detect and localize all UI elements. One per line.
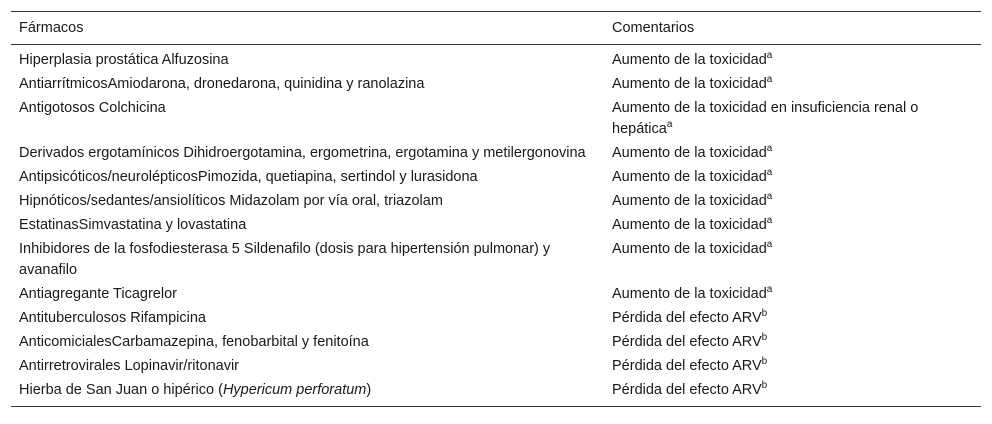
table-row — [11, 330, 981, 354]
comment-text: Aumento de la toxicidad en insuficiencia renal o hepática — [612, 100, 919, 137]
comment-text: Pérdida del efecto ARV — [612, 334, 762, 350]
comment-cell — [604, 213, 981, 237]
comment-text: Pérdida del efecto ARV — [612, 358, 762, 374]
comment-text: Aumento de la toxicidad — [612, 145, 767, 161]
comment-text: Aumento de la toxicidad — [612, 193, 767, 209]
drug-cell: Antigotosos Colchicina — [19, 100, 166, 116]
comment-cell — [604, 282, 981, 306]
footnote-marker: a — [666, 119, 673, 130]
drug-cell: AnticomicialesCarbamazepina, fenobarbital y fenitoína — [19, 334, 369, 350]
comment-cell — [604, 165, 981, 189]
comment-cell — [604, 330, 981, 354]
table-row — [11, 306, 981, 330]
footnote-marker: a — [766, 215, 773, 226]
comment-cell — [604, 96, 981, 141]
column-header-comentarios: Comentarios — [612, 20, 695, 36]
footnote-marker: a — [766, 191, 773, 202]
table-header-row — [11, 12, 981, 45]
footnote-marker: a — [766, 74, 773, 85]
comment-cell — [604, 141, 981, 165]
comment-text: Aumento de la toxicidad — [612, 52, 767, 68]
drug-cell: Antirretrovirales Lopinavir/ritonavir — [19, 358, 239, 374]
drug-cell: Inhibidores de la fosfodiesterasa 5 Sildenafilo (dosis para hipertensión pulmonar) y avanafilo — [19, 241, 551, 278]
comment-text: Aumento de la toxicidad — [612, 286, 767, 302]
comment-cell — [604, 45, 981, 73]
drug-cell: Hipnóticos/sedantes/ansiolíticos Midazolam por vía oral, triazolam — [19, 193, 443, 209]
drug-cell: Antipsicóticos/neurolépticosPimozida, quetiapina, sertindol y lurasidona — [19, 169, 478, 185]
table-row — [11, 189, 981, 213]
table-row — [11, 141, 981, 165]
drug-text-suffix: ) — [366, 382, 372, 398]
drug-cell: Antituberculosos Rifampicina — [19, 310, 206, 326]
footnote-marker: a — [766, 143, 773, 154]
drug-latin-name: Hypericum perforatum — [222, 382, 367, 398]
drug-cell — [11, 378, 604, 407]
drug-cell: EstatinasSimvastatina y lovastatina — [19, 217, 247, 233]
footnote-marker: b — [761, 308, 768, 319]
table-row — [11, 96, 981, 141]
drug-text: Hierba de San Juan o hipérico ( — [19, 382, 223, 398]
comment-cell — [604, 378, 981, 407]
comment-cell — [604, 306, 981, 330]
footnote-marker: b — [761, 332, 768, 343]
table-row — [11, 282, 981, 306]
table-row — [11, 213, 981, 237]
footnote-marker: b — [761, 356, 768, 367]
comment-text: Pérdida del efecto ARV — [612, 382, 762, 398]
footnote-marker: a — [766, 239, 773, 250]
comment-text: Aumento de la toxicidad — [612, 217, 767, 233]
comment-text: Pérdida del efecto ARV — [612, 310, 762, 326]
comment-cell — [604, 189, 981, 213]
comment-text: Aumento de la toxicidad — [612, 169, 767, 185]
comment-text: Aumento de la toxicidad — [612, 76, 767, 92]
drug-cell: Derivados ergotamínicos Dihidroergotamina, ergometrina, ergotamina y metilergonovina — [19, 145, 586, 161]
footnote-marker: a — [766, 50, 773, 61]
table-row — [11, 45, 981, 73]
drug-cell: Hiperplasia prostática Alfuzosina — [19, 52, 229, 68]
drug-cell: Antiagregante Ticagrelor — [19, 286, 177, 302]
drug-interactions-table — [11, 11, 981, 407]
drug-cell: AntiarrítmicosAmiodarona, dronedarona, quinidina y ranolazina — [19, 76, 425, 92]
table-row — [11, 378, 981, 407]
table-row — [11, 72, 981, 96]
column-header-farmacos: Fármacos — [19, 20, 84, 36]
comment-cell — [604, 72, 981, 96]
comment-cell — [604, 237, 981, 282]
table-row — [11, 354, 981, 378]
table-row — [11, 165, 981, 189]
comment-text: Aumento de la toxicidad — [612, 241, 767, 257]
comment-cell — [604, 354, 981, 378]
footnote-marker: b — [761, 380, 768, 391]
footnote-marker: a — [766, 167, 773, 178]
table-row — [11, 237, 981, 282]
footnote-marker: a — [766, 284, 773, 295]
